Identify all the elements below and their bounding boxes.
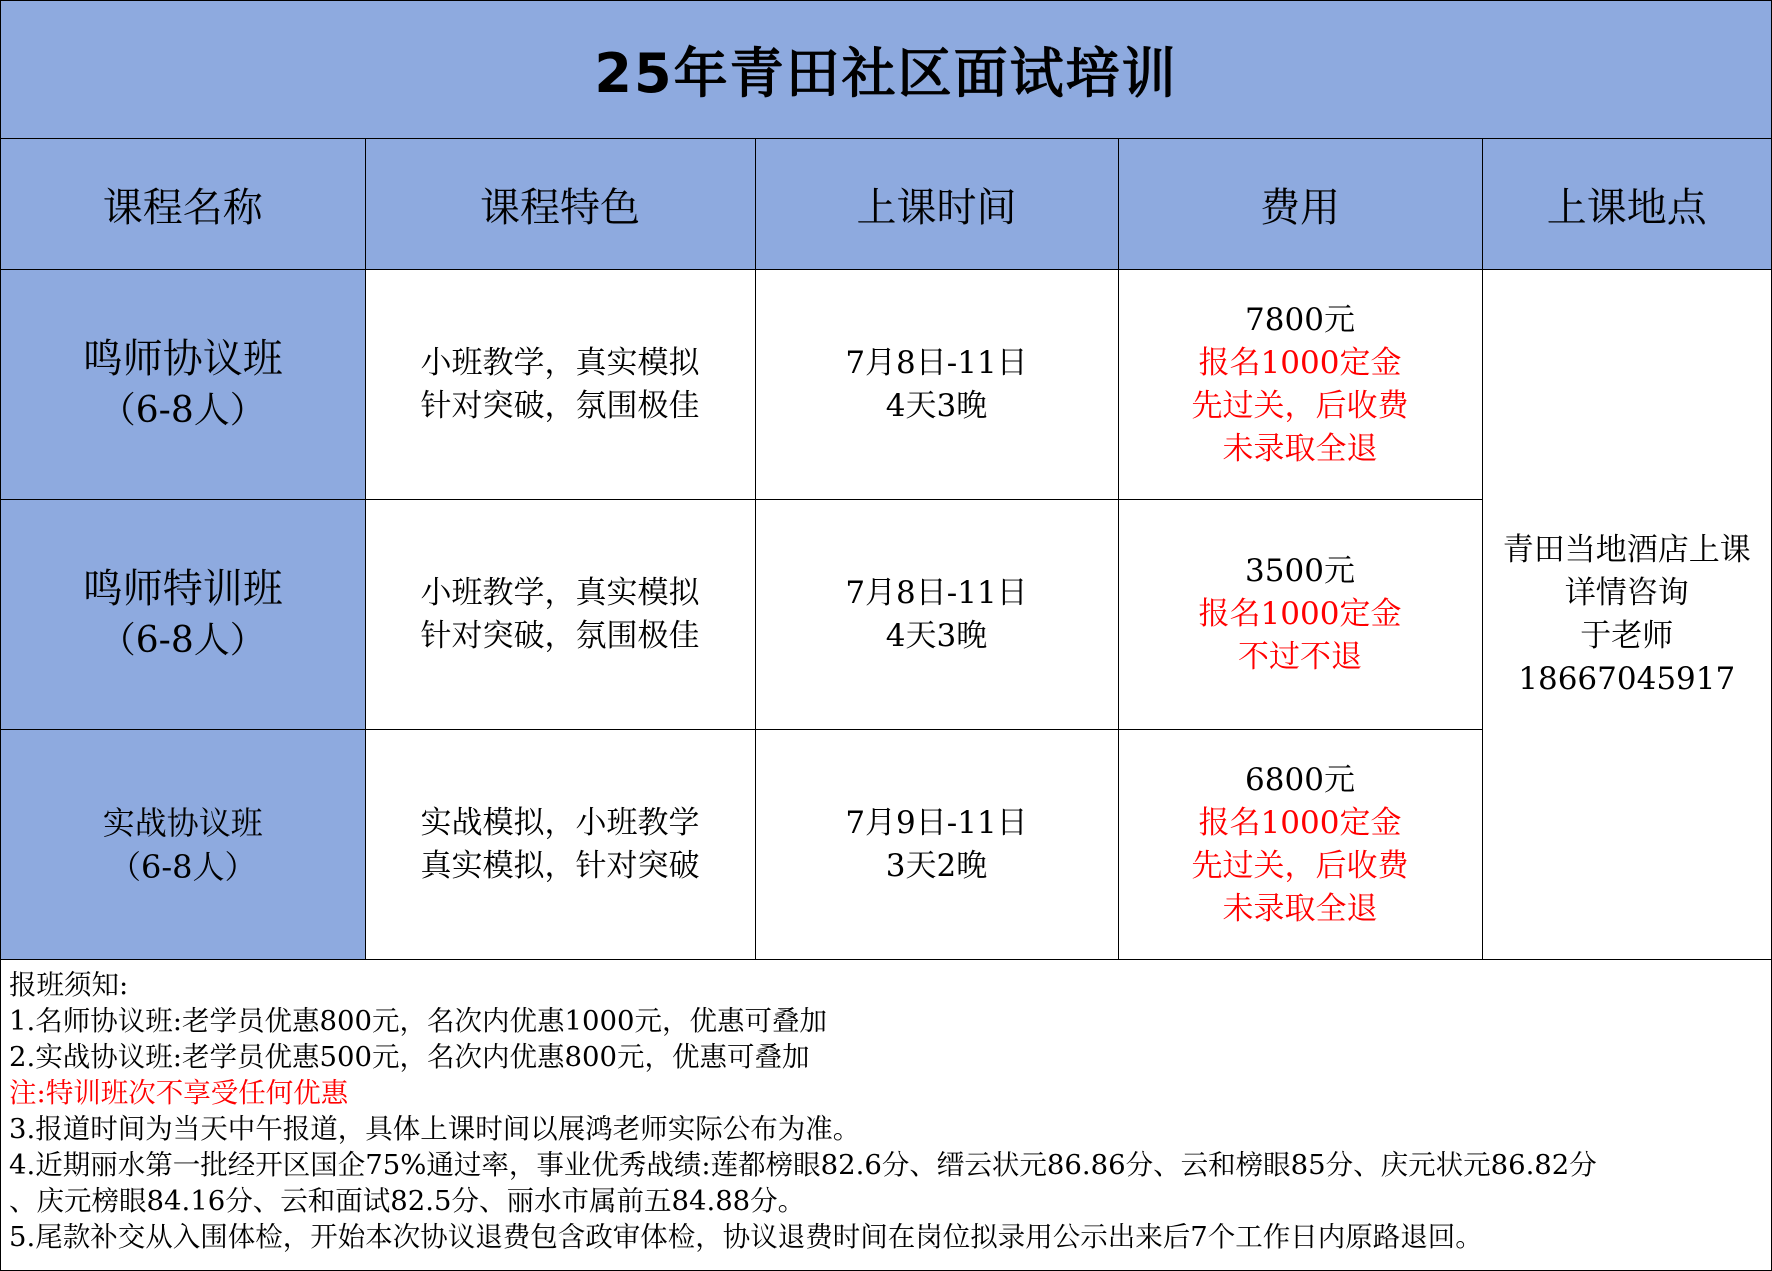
header-course-features: 课程特色 <box>365 139 755 270</box>
table-row <box>1 270 1771 500</box>
fee-cell <box>1118 730 1482 960</box>
location-venue: 青田当地酒店上课 <box>1502 531 1751 568</box>
feature-line: 实战模拟，小班教学 <box>420 804 700 841</box>
notes-line: 、庆元榜眼84.16分、云和面试82.5分、丽水市属前五84.88分。 <box>9 1185 806 1217</box>
fee-note: 报名1000定金 <box>1198 344 1402 381</box>
class-dates: 7月8日-11日 <box>845 574 1028 611</box>
fee-note: 不过不退 <box>1238 639 1362 675</box>
course-name-cell <box>1 500 365 730</box>
notes-line: 1.名师协议班:老学员优惠800元，名次内优惠1000元，优惠可叠加 <box>9 1005 827 1037</box>
fee-note: 先过关，后收费 <box>1191 847 1409 884</box>
notes-warning: 注:特训班次不享受任何优惠 <box>9 1077 349 1109</box>
class-duration: 4天3晚 <box>885 617 988 654</box>
course-size: （6-8人） <box>108 847 257 886</box>
fee-note: 未录取全退 <box>1222 430 1378 467</box>
header-location: 上课地点 <box>1482 139 1771 270</box>
course-name: 实战协议班 <box>102 803 263 842</box>
class-dates: 7月9日-11日 <box>845 804 1028 841</box>
feature-line: 针对突破，氛围极佳 <box>420 387 700 424</box>
fee-price: 6800元 <box>1245 761 1355 798</box>
feature-line: 小班教学，真实模拟 <box>420 344 700 381</box>
course-size: （6-8人） <box>99 389 266 431</box>
fee-note: 未录取全退 <box>1222 890 1378 927</box>
course-features-cell <box>365 730 755 960</box>
fee-price: 3500元 <box>1245 553 1355 589</box>
notes-line: 5.尾款补交从入围体检，开始本次协议退费包含政审体检，协议退费时间在岗位拟录用公示出来后7个工作日内原路退回。 <box>9 1221 1483 1253</box>
header-fee: 费用 <box>1118 139 1482 270</box>
registration-notes <box>1 961 1763 1270</box>
feature-line: 针对突破，氛围极佳 <box>420 617 700 654</box>
feature-line: 真实模拟，针对突破 <box>420 847 700 884</box>
class-time-cell <box>755 730 1118 960</box>
location-phone: 18667045917 <box>1518 660 1736 697</box>
notes-heading: 报班须知: <box>9 969 129 1001</box>
location-cell <box>1482 270 1771 960</box>
page-title: 25年青田社区面试培训 <box>1 1 1771 139</box>
header-class-time: 上课时间 <box>755 139 1118 270</box>
notes-line: 3.报道时间为当天中午报道，具体上课时间以展鸿老师实际公布为准。 <box>9 1113 861 1145</box>
course-name-cell <box>1 730 365 960</box>
header-course-name: 课程名称 <box>1 139 365 270</box>
fee-price: 7800元 <box>1245 301 1355 338</box>
course-features-cell <box>365 270 755 500</box>
class-duration: 3天2晚 <box>885 847 988 884</box>
notes-line: 4.近期丽水第一批经开区国企75%通过率，事业优秀战绩:莲都榜眼82.6分、缙云状元86.86分、云和榜眼85分、庆元状元86.82分 <box>9 1149 1597 1181</box>
fee-note: 报名1000定金 <box>1198 596 1402 632</box>
class-dates: 7月8日-11日 <box>845 344 1028 381</box>
course-table <box>1 139 1771 960</box>
feature-line: 小班教学，真实模拟 <box>420 574 700 611</box>
course-name: 鸣师特训班 <box>82 565 283 612</box>
notes-line: 2.实战协议班:老学员优惠500元，名次内优惠800元，优惠可叠加 <box>9 1041 810 1073</box>
class-time-cell <box>755 270 1118 500</box>
course-name: 鸣师协议班 <box>82 335 283 382</box>
fee-note: 先过关，后收费 <box>1191 387 1409 424</box>
table-header-row <box>1 139 1771 270</box>
course-name-cell <box>1 270 365 500</box>
fee-note: 报名1000定金 <box>1198 804 1402 841</box>
location-consult: 详情咨询 <box>1564 574 1689 611</box>
course-size: （6-8人） <box>99 619 266 661</box>
class-time-cell <box>755 500 1118 730</box>
class-duration: 4天3晚 <box>885 387 988 424</box>
fee-cell <box>1118 270 1482 500</box>
fee-cell <box>1118 500 1482 730</box>
course-features-cell <box>365 500 755 730</box>
location-contact-name: 于老师 <box>1580 617 1674 654</box>
